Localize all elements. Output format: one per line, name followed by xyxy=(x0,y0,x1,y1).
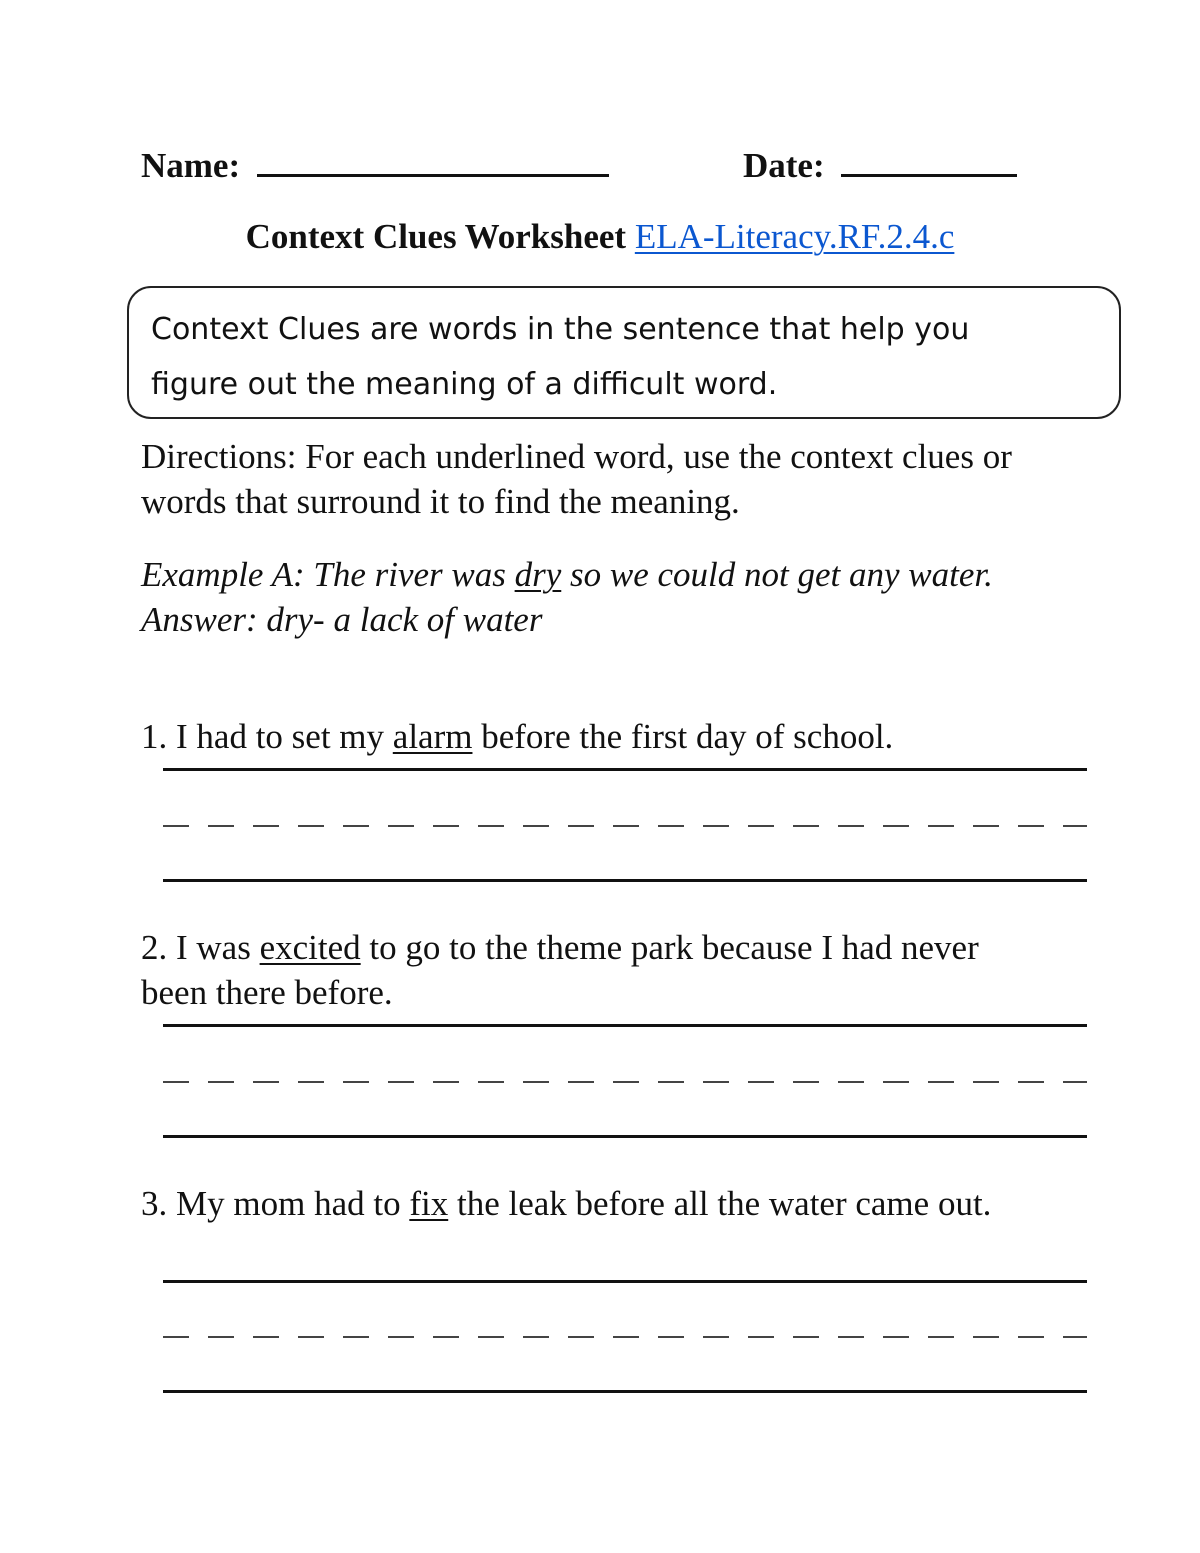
date-label: Date: xyxy=(743,146,825,185)
question-word: fix xyxy=(409,1184,449,1223)
question-suffix: before the first day of school. xyxy=(472,717,894,756)
question-1 xyxy=(141,714,1041,759)
name-label: Name: xyxy=(141,146,241,185)
question-prefix: 1. I had to set my xyxy=(141,717,393,756)
question-2 xyxy=(141,925,1031,1015)
question-prefix: 2. I was xyxy=(141,928,260,967)
answer-line-top[interactable] xyxy=(163,1280,1087,1283)
question-suffix: the leak before all the water came out. xyxy=(448,1184,992,1223)
question-word: alarm xyxy=(392,717,473,756)
example-word: dry xyxy=(514,555,562,594)
example-a xyxy=(141,552,1041,642)
date-blank[interactable] xyxy=(841,174,1017,177)
answer-line-top[interactable] xyxy=(163,1024,1087,1027)
definition-line-2: figure out the meaning of a difficult word. xyxy=(151,367,778,402)
context-clues-definition-box xyxy=(127,286,1121,419)
date-field[interactable] xyxy=(743,146,1017,186)
answer-line-middle[interactable] xyxy=(163,825,1087,827)
answer-line-middle[interactable] xyxy=(163,1081,1087,1083)
answer-line-top[interactable] xyxy=(163,768,1087,771)
example-prefix: Example A: The river was xyxy=(141,555,515,594)
question-word: excited xyxy=(259,928,361,967)
name-field[interactable] xyxy=(141,146,609,186)
standard-link[interactable]: ELA-Literacy.RF.2.4.c xyxy=(634,217,955,256)
question-suffix: to go to the theme park because I had never been there before. xyxy=(141,928,979,1012)
definition-line-1: Context Clues are words in the sentence that help you xyxy=(151,312,970,347)
definition-text xyxy=(151,302,1091,412)
answer-line-middle[interactable] xyxy=(163,1336,1087,1338)
directions: Directions: For each underlined word, use the context clues or words that surround it to find the meaning. xyxy=(141,437,1012,521)
answer-line-bottom[interactable] xyxy=(163,1135,1087,1138)
title-text: Context Clues Worksheet xyxy=(245,217,627,256)
answer-line-bottom[interactable] xyxy=(163,1390,1087,1393)
example-suffix: so we could not get any water. xyxy=(561,555,993,594)
question-3 xyxy=(141,1181,1071,1226)
example-answer: Answer: dry- a lack of water xyxy=(141,600,543,639)
answer-line-bottom[interactable] xyxy=(163,879,1087,882)
question-prefix: 3. My mom had to xyxy=(141,1184,410,1223)
page-title xyxy=(0,217,1200,257)
name-blank[interactable] xyxy=(257,174,609,177)
